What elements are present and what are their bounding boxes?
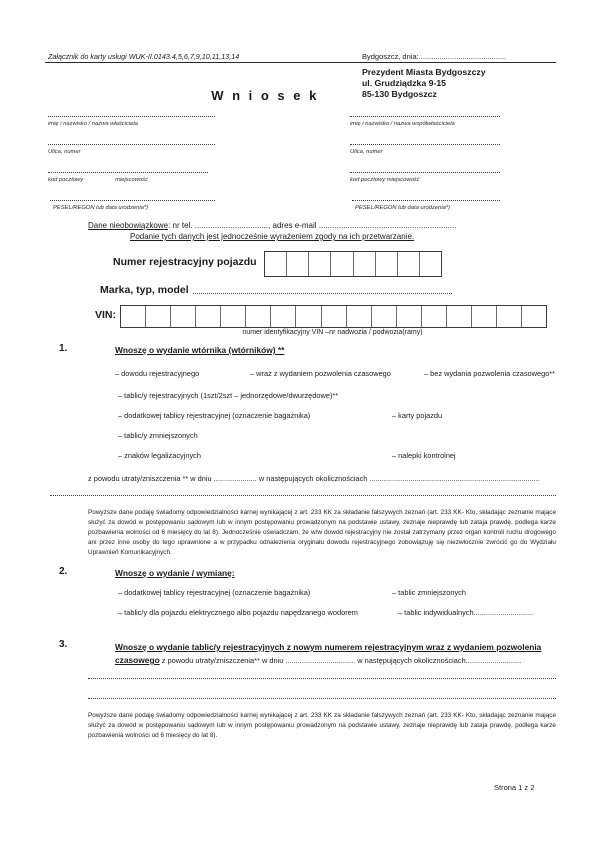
coowner-name-label: imię i nazwisko / nazwa współwłaściciela	[350, 121, 455, 127]
vin-box-cell	[246, 306, 271, 327]
section1-item: – nalepki kontrolnej	[392, 451, 456, 460]
reg-box-cell	[309, 252, 331, 276]
vin-label: VIN:	[95, 309, 116, 321]
vin-box-cell	[322, 306, 347, 327]
header-rule	[45, 62, 556, 63]
vin-box-cell	[472, 306, 497, 327]
owner-postal-city-label	[48, 177, 148, 183]
section1-number: 1.	[59, 343, 68, 354]
section3-legal-clause: Powyższe dane podaję świadomy odpowiedzialności karnej wynikającej z art. 233 KK za składanie fałszywych zeznań (art. 233 KK- Kto, składając zeznanie mające służyć za dowód w postępowaniu sądowym lub w innym postępowaniu prowadzonym na podstawie ustawy, zeznaje nieprawdę lub zataja prawdę, podlega karze pozbawienia wolności od 6 miesięcy do lat 8).	[88, 712, 556, 739]
section1-item: – tablic/y rejestracyjnych (1szt/2szt – jednorzędowe/dwurzędowe)**	[118, 391, 339, 400]
brand-fill-line	[193, 293, 452, 294]
owner-postal-field	[48, 172, 208, 173]
section3-heading-line2-bold: czasowego	[115, 655, 160, 665]
vin-boxes	[120, 305, 547, 328]
attachment-note: Załącznik do karty usługi WUK-II.0143.4,5,6,7,9,10,11,13,14	[48, 52, 240, 61]
section2-item: – tablic zmniejszonych	[392, 588, 466, 597]
vin-box-cell	[146, 306, 171, 327]
reg-box-cell	[420, 252, 441, 276]
vin-box-cell	[522, 306, 546, 327]
vin-box-cell	[422, 306, 447, 327]
reg-box-cell	[265, 252, 287, 276]
section1-item: – tablic/y zmniejszonych	[118, 431, 198, 440]
coowner-pesel-label: PESEL/REGON lub data urodzenia*)	[355, 205, 451, 211]
owner-name-label: imię i nazwisko / nazwa właściciela	[48, 121, 138, 127]
section1-heading: Wnoszę o wydanie wtórnika (wtórników) **	[115, 345, 285, 355]
coowner-pesel-field	[352, 200, 500, 201]
section3-continuation-line	[88, 678, 556, 679]
section3-number: 3.	[59, 639, 68, 650]
city-date-line: Bydgoszcz, dnia:..........................................	[362, 52, 507, 61]
vin-box-cell	[221, 306, 246, 327]
vin-box-cell	[196, 306, 221, 327]
reg-box-cell	[376, 252, 398, 276]
addressee-line: Prezydent Miasta Bydgoszczy	[362, 67, 486, 77]
brand-row	[100, 284, 452, 296]
section1-item: – dowodu rejestracyjnego	[115, 369, 200, 378]
reg-box-cell	[331, 252, 353, 276]
coowner-postal-city-label: kod pocztowy miejscowość	[350, 177, 420, 183]
owner-street-label: Ulica, numer	[48, 149, 81, 155]
coowner-name-field	[350, 116, 500, 117]
section2-item: – tablic/y dla pojazdu elektrycznego albo pojazdu napędzanego wodorem	[118, 608, 358, 617]
section3-heading	[115, 640, 560, 666]
vin-box-cell	[447, 306, 472, 327]
vin-box-cell	[497, 306, 522, 327]
section1-item: – wraz z wydaniem pozwolenia czasowego	[250, 369, 391, 378]
coowner-postal-field	[350, 172, 500, 173]
optional-data-line	[88, 221, 558, 230]
brand-label: Marka, typ, model	[100, 284, 189, 296]
reg-box-cell	[287, 252, 309, 276]
section3-heading-rest: z powodu utraty/zniszczenia** w dniu .................................. w następujących okolicznościach...........................	[159, 656, 522, 665]
vin-box-cell	[372, 306, 397, 327]
section1-item: – karty pojazdu	[392, 411, 443, 420]
addressee-line: 85-130 Bydgoszcz	[362, 89, 437, 99]
owner-street-field	[48, 144, 215, 145]
owner-pesel-field	[50, 200, 215, 201]
section1-item: – bez wydania pozwolenia czasowego**	[424, 369, 556, 378]
section2-heading: Wnoszę o wydanie / wymianę:	[115, 568, 235, 578]
section1-item: – znaków legalizacyjnych	[118, 451, 201, 460]
owner-name-field	[48, 116, 215, 117]
vin-box-cell	[347, 306, 372, 327]
vin-box-cell	[171, 306, 196, 327]
vin-box-cell	[271, 306, 296, 327]
city-label: miejscowość	[115, 177, 148, 183]
section2-number: 2.	[59, 566, 68, 577]
section1-continuation-line	[50, 495, 556, 496]
registration-number-label: Numer rejestracyjny pojazdu	[113, 256, 257, 268]
section3-continuation-line	[88, 698, 556, 699]
postal-label: kod pocztowy	[48, 177, 84, 183]
section1-item: – dodatkowej tablicy rejestracyjnej (oznaczenie bagażnika)	[118, 411, 311, 420]
coowner-street-field	[350, 144, 500, 145]
vin-box-cell	[397, 306, 422, 327]
vin-caption: numer identyfikacyjny VIN –nr nadwozia / podwozia(ramy)	[242, 329, 423, 336]
addressee-line: ul. Grudziądzka 9-15	[362, 78, 447, 88]
page-number: Strona 1 z 2	[494, 783, 535, 792]
coowner-street-label: Ulica, numer	[350, 149, 383, 155]
section2-item: – dodatkowej tablicy rejestracyjnej (oznaczenie bagażnika)	[118, 588, 311, 597]
registration-number-boxes	[264, 251, 442, 277]
reg-box-cell	[398, 252, 420, 276]
reg-box-cell	[354, 252, 376, 276]
vin-box-cell	[296, 306, 321, 327]
page-title: W n i o s e k	[211, 88, 319, 103]
section3-heading-line1: Wnoszę o wydanie tablic/y rejestracyjnych z nowym numerem rejestracyjnym wraz z wydaniem pozwolenia	[115, 642, 542, 652]
section2-item: – tablic indywidualnych.............................	[398, 608, 534, 617]
section1-reason-line: z powodu utraty/zniszczenia ** w dniu ..................... w następujących okolicznościach ...................................................................................	[88, 474, 540, 483]
vin-box-cell	[121, 306, 146, 327]
section1-legal-clause: Powyższe dane podaję świadomy odpowiedzialności karnej wynikającej z art. 233 KK za składanie fałszywych zeznań (art. 233 KK- Kto, składając zeznanie mające służyć za dowód w postępowaniu sądowym lub w innym postępowaniu prowadzonym na podstawie ustawy, zeznaje nieprawdę lub zataja prawdę, podlega karze pozbawienia wolności od 6 miesięcy do lat 8). Jednocześnie oświadczam, że w/w dowód rejestracyjny nie został zatrzymany przez organ kontroli ruchu drogowego ani przez inne osoby do tego uprawnione a w przypadku odnalezienia oryginału dowodu rejestracyjnego zobowiązuję się niezwłocznie zwrócić go do Wydziału Uprawnień Komunikacyjnych.	[88, 509, 556, 556]
addressee-block	[362, 67, 486, 100]
optional-data-lead: Dane nieobowiązkowe	[88, 221, 169, 230]
optional-data-rest: : nr tel. ................................., adres e-mail ..............................................................	[168, 221, 457, 230]
consent-note: Podanie tych danych jest jednocześnie wyrażeniem zgody na ich przetwarzanie.	[130, 232, 415, 241]
owner-pesel-label: PESEL/REGON lub data urodzenia*)	[53, 205, 149, 211]
